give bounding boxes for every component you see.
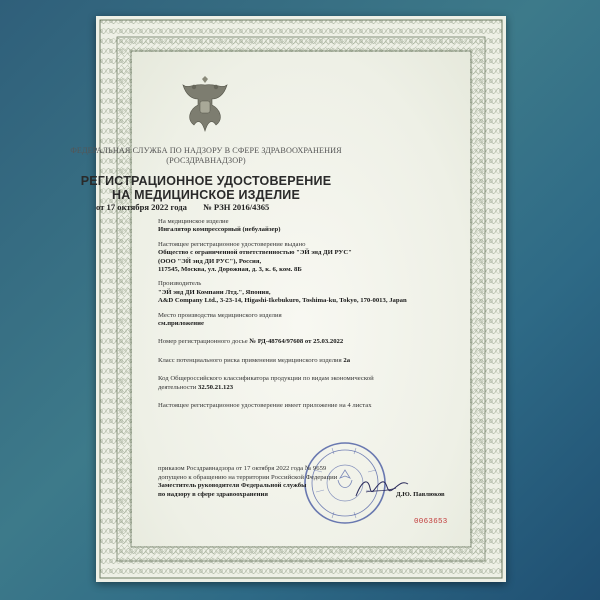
date-number-line [96, 202, 396, 212]
manufacturer-line-1: "ЭЙ энд ДИ Компани Лтд.", Япония, [158, 288, 271, 296]
okved-label: деятельности [158, 383, 197, 391]
place-label: Место производства медицинского изделия [158, 311, 282, 319]
device-label: На медицинское изделие [158, 218, 229, 225]
issued-line-1: Общество с ограниченной ответственностью "ЭЙ энд ДИ РУС" [158, 249, 352, 257]
issued-label: Настоящее регистрационное удостоверение выдано [158, 240, 306, 248]
dossier-line [158, 338, 468, 346]
title-line-1: РЕГИСТРАЦИОННОЕ УДОСТОВЕРЕНИЕ [80, 174, 332, 188]
document-title [56, 174, 356, 202]
serial-number: 0063653 [414, 518, 448, 526]
order-line-1: приказом Росздравнадзора от 17 октября 2022 года № 9659 [158, 465, 327, 472]
agency-name: ФЕДЕРАЛЬНАЯ СЛУЖБА ПО НАДЗОРУ В СФЕРЕ ЗДРАВООХРАНЕНИЯ [70, 146, 342, 155]
okved-line-2 [158, 384, 468, 392]
signer-title-2: по надзору в сфере здравоохранения [158, 490, 268, 498]
manufacturer-label: Производитель [158, 280, 202, 288]
signer-title-1: Заместитель руководителя Федеральной службы [158, 482, 307, 490]
dossier-label: Номер регистрационного досье [158, 338, 248, 346]
okved-value: 32.50.21.123 [197, 383, 234, 391]
agency-header [56, 146, 356, 166]
registration-number: № РЗН 2016/4365 [203, 202, 270, 212]
signer-name: Д.Ю. Павлюков [396, 491, 445, 498]
title-line-2: НА МЕДИЦИНСКОЕ ИЗДЕЛИЕ [111, 188, 301, 202]
dossier-value: № РД-48764/97608 от 25.03.2022 [249, 338, 344, 346]
risk-line [158, 357, 468, 365]
risk-label: Класс потенциального риска применения медицинского изделия [158, 356, 342, 364]
place-value: см.приложение [158, 320, 204, 328]
risk-value: 2а [343, 356, 351, 364]
device-value: Ингалятор компрессорный (небулайзер) [158, 226, 281, 234]
issued-line-2: (ООО "ЭЙ энд ДИ РУС"), Россия, [158, 257, 262, 265]
okved-line-1: Код Общероссийского классификатора продукции по видам экономической [158, 375, 374, 383]
issue-date: от 17 октября 2022 года [96, 202, 187, 212]
agency-abbreviation: (РОСЗДРАВНАДЗОР) [166, 156, 246, 165]
manufacturer-line-2: A&D Company Ltd., 3-23-14, Higashi-Ikebukuro, Toshima-ku, Tokyo, 170-0013, Japan [158, 297, 407, 305]
issued-line-3: 117545, Москва, ул. Дорожная, д. 3, к. 6, ком. 8Б [158, 266, 302, 274]
certificate-body [158, 218, 468, 411]
coat-of-arms-emblem [180, 75, 230, 135]
appendix-note: Настоящее регистрационное удостоверение имеет приложение на 4 листах [158, 402, 372, 410]
order-line-2: допущено к обращению на территории Российской Федерации [158, 473, 338, 481]
